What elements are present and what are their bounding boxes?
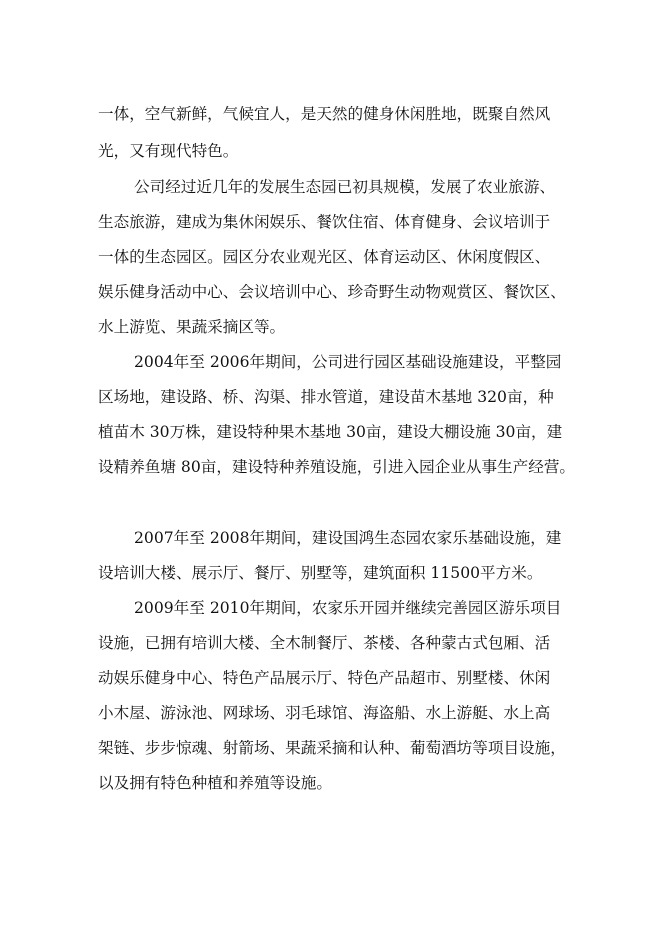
text-line: 设施，已拥有培训大楼、全木制餐厅、茶楼、各种蒙古式包厢、活 — [98, 634, 551, 652]
text-line: 一体的生态园区。园区分农业观光区、体育运动区、休闲度假区、 — [98, 248, 551, 266]
text-line: 公司经过近几年的发展生态园已初具规模，发展了农业旅游、 — [134, 178, 556, 196]
text-line: 设精养鱼塘 80亩，建设特种养殖设施，引进入园企业从事生产经营。 — [98, 458, 576, 476]
text-line: 2007年至 2008年期间，建设国鸿生态园农家乐基础设施，建 — [134, 529, 562, 547]
text-line: 2009年至 2010年期间，农家乐开园并继续完善园区游乐项目 — [134, 599, 562, 617]
text-line: 以及拥有特色种植和养殖等设施。 — [98, 774, 332, 792]
text-line: 一体，空气新鲜，气候宜人，是天然的健身休闲胜地，既聚自然风 — [98, 105, 551, 123]
text-line: 生态旅游，建成为集休闲娱乐、餐饮住宿、体育健身、会议培训于 — [98, 213, 551, 231]
text-line: 植苗木 30万株，建设特种果木基地 30亩，建设大棚设施 30亩，建 — [98, 423, 563, 441]
text-line: 动娱乐健身中心、特色产品展示厅、特色产品超市、别墅楼、休闲 — [98, 669, 551, 687]
text-line: 设培训大楼、展示厅、餐厅、别墅等，建筑面积 11500平方米。 — [98, 564, 543, 582]
text-line: 娱乐健身活动中心、会议培训中心、珍奇野生动物观赏区、餐饮区、 — [98, 283, 566, 301]
text-line: 架链、步步惊魂、射箭场、果蔬采摘和认种、葡萄酒坊等项目设施， — [98, 739, 566, 757]
text-line: 水上游览、果蔬采摘区等。 — [98, 318, 286, 336]
text-line: 2004年至 2006年期间，公司进行园区基础设施建设，平整园 — [134, 353, 562, 371]
text-line: 小木屋、游泳池、网球场、羽毛球馆、海盗船、水上游艇、水上高 — [98, 704, 551, 722]
text-line: 区场地，建设路、桥、沟渠、排水管道，建设苗木基地 320亩，种 — [98, 388, 554, 406]
text-line: 光，又有现代特色。 — [98, 142, 239, 160]
